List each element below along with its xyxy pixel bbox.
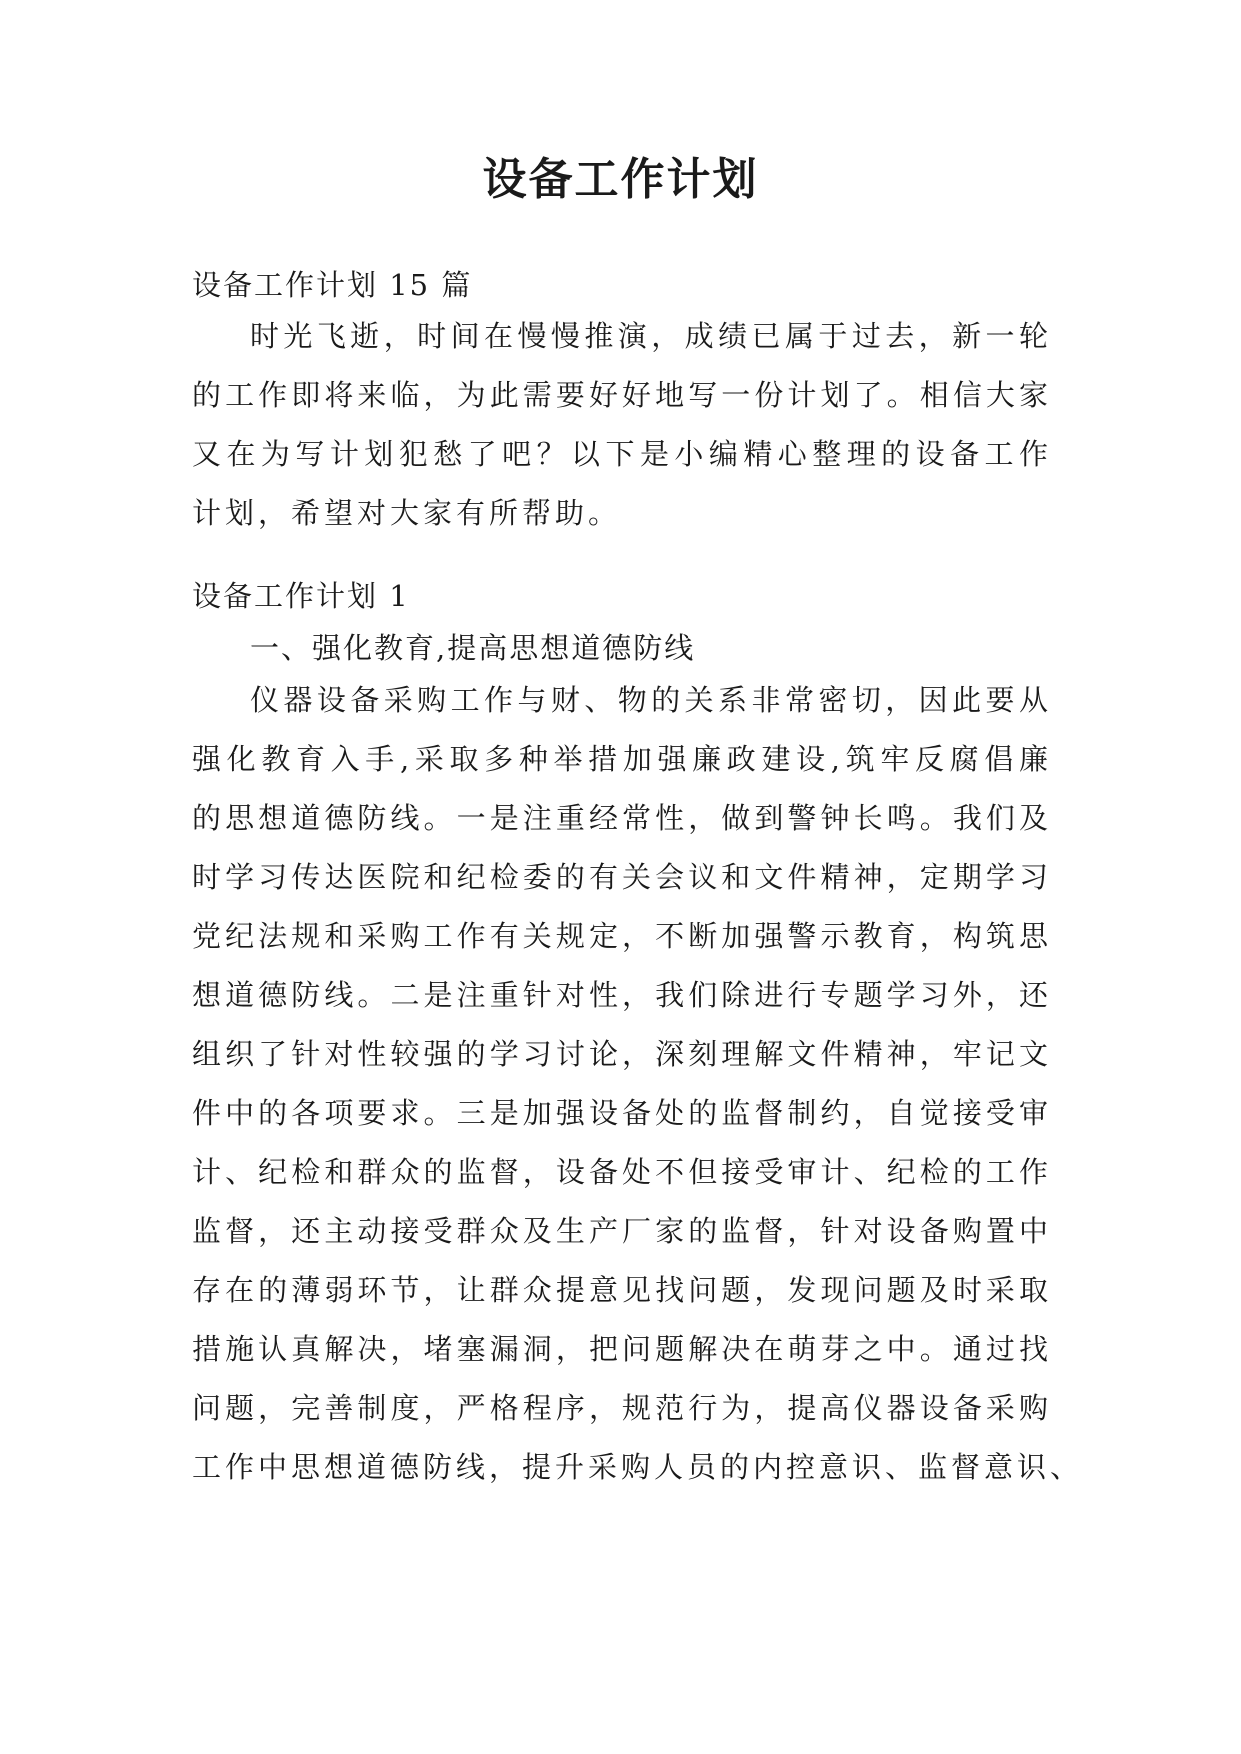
body-line: 工作中思想道德防线，提升采购人员的内控意识、监督意识、 — [192, 1450, 1084, 1484]
section-subheading-block — [192, 628, 1052, 668]
document-subtitle: 设备工作计划 15 篇 — [192, 268, 473, 302]
body-line: 的思想道德防线。一是注重经常性，做到警钟长鸣。我们及 — [192, 801, 1052, 835]
section-heading-block — [192, 576, 1052, 616]
body-line: 仪器设备采购工作与财、物的关系非常密切，因此要从 — [250, 683, 1052, 717]
body-line: 监督，还主动接受群众及生产厂家的监督，针对设备购置中 — [192, 1214, 1052, 1248]
intro-paragraph — [192, 316, 1052, 552]
section-heading: 设备工作计划 1 — [192, 579, 410, 613]
body-line: 党纪法规和采购工作有关规定，不断加强警示教育，构筑思 — [192, 919, 1052, 953]
document-subtitle-block — [192, 265, 1052, 305]
body-line: 问题，完善制度，严格程序，规范行为，提高仪器设备采购 — [192, 1391, 1052, 1425]
section-subheading: 一、强化教育,提高思想道德防线 — [250, 631, 696, 665]
body-line: 组织了针对性较强的学习讨论，深刻理解文件精神，牢记文 — [192, 1037, 1052, 1071]
intro-line: 又在为写计划犯愁了吧？以下是小编精心整理的设备工作 — [192, 437, 1052, 471]
body-line: 存在的薄弱环节，让群众提意见找问题，发现问题及时采取 — [192, 1273, 1052, 1307]
intro-line: 计划，希望对大家有所帮助。 — [192, 496, 622, 530]
intro-line: 时光飞逝，时间在慢慢推演，成绩已属于过去，新一轮 — [250, 319, 1052, 353]
body-line: 想道德防线。二是注重针对性，我们除进行专题学习外，还 — [192, 978, 1052, 1012]
body-line: 强化教育入手,采取多种举措加强廉政建设,筑牢反腐倡廉 — [192, 742, 1052, 776]
body-line: 件中的各项要求。三是加强设备处的监督制约，自觉接受审 — [192, 1096, 1052, 1130]
body-line: 时学习传达医院和纪检委的有关会议和文件精神，定期学习 — [192, 860, 1052, 894]
section-body-paragraph — [192, 680, 1084, 1506]
intro-line: 的工作即将来临，为此需要好好地写一份计划了。相信大家 — [192, 378, 1052, 412]
body-line: 计、纪检和群众的监督，设备处不但接受审计、纪检的工作 — [192, 1155, 1052, 1189]
body-line: 措施认真解决，堵塞漏洞，把问题解决在萌芽之中。通过找 — [192, 1332, 1052, 1366]
document-title: 设备工作计划 — [482, 154, 759, 205]
